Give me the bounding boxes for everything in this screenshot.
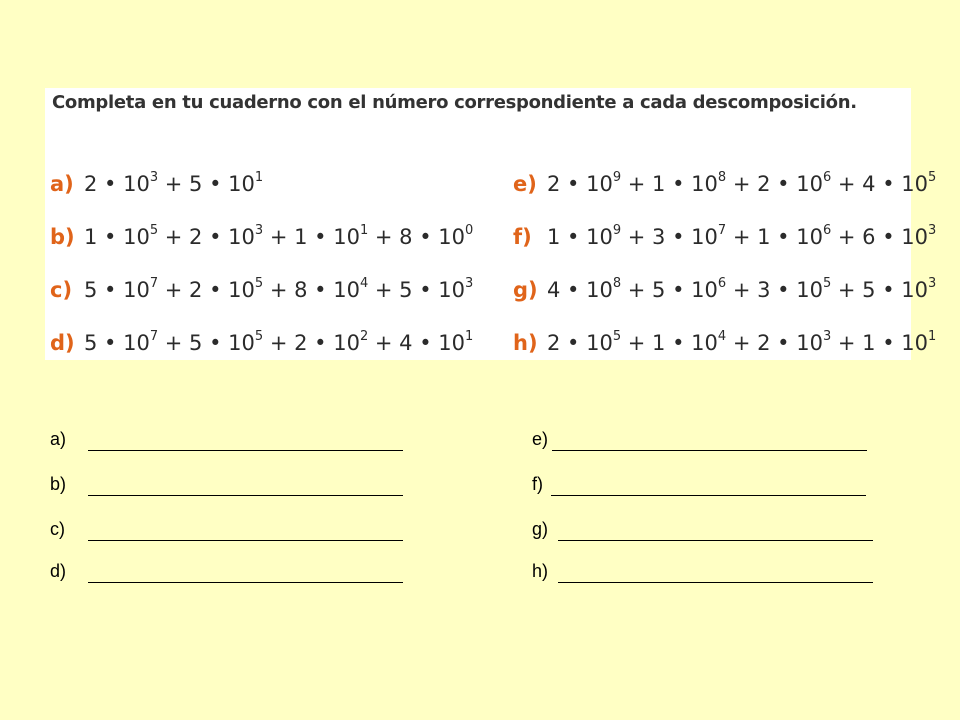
answer-row-g [532,519,548,545]
term-base: + 5 • 10 [368,278,466,302]
term-exponent: 3 [928,223,937,238]
answer-row-d [50,561,88,587]
answer-row-f [532,474,543,500]
answer-line[interactable] [558,540,873,541]
answer-row-h [532,561,548,587]
exercise-item-b [50,209,473,249]
term-base: + 5 • 10 [831,278,929,302]
term-base: + 4 • 10 [368,331,466,355]
item-expression [547,329,936,355]
term-exponent: 3 [149,170,159,185]
term-base: + 2 • 10 [158,225,255,249]
term-exponent: 1 [928,329,937,344]
term-exponent: 7 [717,223,727,238]
term-base: + 5 • 10 [158,172,255,196]
item-label: c) [50,278,73,302]
exercise-item-g [513,262,936,302]
term-base: 1 • 10 [84,225,150,249]
exercise-item-e [513,156,936,196]
term-base: + 2 • 10 [158,278,255,302]
answer-row-e [532,429,548,455]
term-base: 1 • 10 [547,225,613,249]
item-expression [547,223,936,249]
term-exponent: 3 [928,276,937,291]
term-base: + 1 • 10 [621,172,718,196]
term-base: + 5 • 10 [621,278,718,302]
item-expression [84,223,473,249]
term-exponent: 6 [717,276,727,291]
term-base: 2 • 10 [547,331,613,355]
item-expression [84,170,263,196]
term-base: 5 • 10 [84,278,150,302]
item-expression [547,170,936,196]
term-base: 2 • 10 [84,172,150,196]
item-label: g) [513,278,538,302]
answer-line[interactable] [558,582,873,583]
answer-label: g) [532,519,549,539]
term-exponent: 9 [612,223,622,238]
item-expression [84,276,473,302]
term-exponent: 5 [612,329,622,344]
exercise-item-c [50,262,473,302]
item-expression [547,276,936,302]
answer-line[interactable] [88,540,403,541]
exercise-item-h [513,315,936,355]
term-base: + 2 • 10 [726,331,823,355]
term-exponent: 8 [612,276,622,291]
answer-row-c [50,519,88,545]
term-base: + 8 • 10 [368,225,466,249]
term-exponent: 9 [612,170,622,185]
term-exponent: 5 [254,276,264,291]
answer-label: c) [50,519,65,539]
term-exponent: 6 [822,223,832,238]
item-label: d) [50,331,75,355]
exercise-item-f [513,209,936,249]
answer-label: a) [50,429,67,449]
term-exponent: 7 [149,329,159,344]
term-exponent: 1 [465,329,474,344]
term-base: + 2 • 10 [726,172,823,196]
item-label: f) [513,225,532,249]
term-exponent: 2 [359,329,369,344]
exercise-item-a [50,156,263,196]
term-exponent: 1 [359,223,369,238]
term-exponent: 5 [822,276,832,291]
exercise-item-d [50,315,473,355]
term-exponent: 7 [149,276,159,291]
term-exponent: 1 [254,170,264,185]
term-base: + 3 • 10 [621,225,718,249]
term-base: + 3 • 10 [726,278,823,302]
term-base: 5 • 10 [84,331,150,355]
exercise-title: Completa en tu cuaderno con el número correspondiente a cada descomposición. [52,92,857,113]
term-exponent: 5 [928,170,937,185]
item-label: a) [50,172,74,196]
term-exponent: 5 [149,223,159,238]
term-base: + 6 • 10 [831,225,929,249]
item-label: e) [513,172,537,196]
answer-line[interactable] [88,582,403,583]
answer-row-a [50,429,88,455]
term-exponent: 5 [254,329,264,344]
term-base: + 1 • 10 [263,225,360,249]
item-label: h) [513,331,538,355]
item-label: b) [50,225,75,249]
answer-label: f) [532,474,543,494]
term-base: + 8 • 10 [263,278,360,302]
term-base: + 1 • 10 [621,331,718,355]
term-exponent: 3 [822,329,832,344]
term-base: + 1 • 10 [831,331,929,355]
answer-label: h) [532,561,549,581]
term-base: + 4 • 10 [831,172,929,196]
term-exponent: 4 [359,276,369,291]
term-exponent: 3 [465,276,474,291]
term-exponent: 8 [717,170,727,185]
answer-row-b [50,474,88,500]
term-base: + 2 • 10 [263,331,360,355]
term-base: 4 • 10 [547,278,613,302]
answer-label: e) [532,429,549,449]
term-exponent: 6 [822,170,832,185]
answer-line[interactable] [88,495,403,496]
term-base: + 5 • 10 [158,331,255,355]
term-exponent: 4 [717,329,727,344]
answer-line[interactable] [552,450,867,451]
term-base: 2 • 10 [547,172,613,196]
term-base: + 1 • 10 [726,225,823,249]
answer-line[interactable] [551,495,866,496]
term-exponent: 0 [465,223,474,238]
answer-label: b) [50,474,67,494]
term-exponent: 3 [254,223,264,238]
exercise-image [45,88,937,360]
answer-line[interactable] [88,450,403,451]
item-expression [84,329,473,355]
answer-label: d) [50,561,67,581]
